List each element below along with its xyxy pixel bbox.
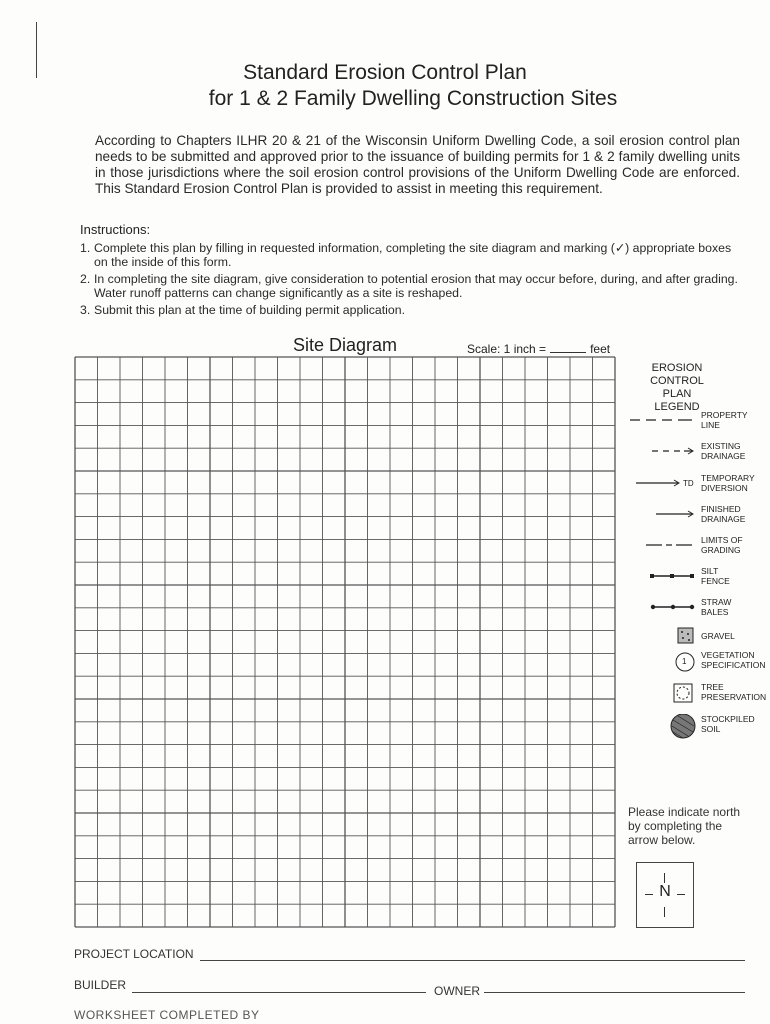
project-location-label: PROJECT LOCATION bbox=[74, 947, 194, 961]
vegetation-icon bbox=[628, 650, 698, 678]
existing-drainage-icon bbox=[628, 441, 698, 469]
legend-item-limits-of-grading bbox=[628, 535, 768, 565]
legend-label: PROPERTY LINE bbox=[701, 410, 748, 430]
worksheet-completed-label: WORKSHEET COMPLETED BY bbox=[74, 1008, 260, 1022]
site-diagram-title: Site Diagram bbox=[293, 335, 398, 355]
legend-label: STOCKPILED SOIL bbox=[701, 714, 755, 734]
intro-paragraph: According to Chapters ILHR 20 & 21 of the Wisconsin Uniform Dwelling Code, a soil erosion control plan needs to be submitted and approved prior to the issuance of building permits for 1 & 2 family dwelling units in those jurisdictions where the soil erosion control provisions of the Uniform Dwelling Code are enforced. This Standard Erosion Control Plan is provided to assist in meeting this requirement. bbox=[95, 133, 740, 196]
legend-label: GRAVEL bbox=[701, 631, 735, 641]
north-arrow-right bbox=[677, 894, 685, 895]
north-arrow-stem-top bbox=[664, 873, 665, 883]
legend-item-finished-drainage bbox=[628, 504, 768, 534]
project-location-field[interactable] bbox=[200, 960, 745, 961]
legend-label: SILT FENCE bbox=[701, 566, 730, 586]
legend-code: TD bbox=[683, 479, 694, 488]
tree-icon bbox=[628, 682, 698, 710]
legend-item-vegetation bbox=[628, 650, 768, 680]
instruction-item: 1. Complete this plan by filling in requested information, completing the site diagram and marking (✓) appropriate boxes on the inside of this form. bbox=[80, 241, 732, 269]
legend-label: TEMPORARY DIVERSION bbox=[701, 473, 755, 493]
instruction-item: 2. In completing the site diagram, give consideration to potential erosion that may occur before, during, and after grading. Water runoff patterns can change significantly as a site is reshaped. bbox=[80, 272, 738, 300]
owner-label: OWNER bbox=[434, 984, 480, 998]
stockpile-icon bbox=[628, 714, 698, 742]
legend-item-property-line bbox=[628, 410, 768, 440]
builder-field[interactable] bbox=[132, 992, 426, 993]
legend-label: VEGETATION SPECIFICATION bbox=[701, 650, 766, 670]
legend-item-stockpile bbox=[628, 714, 768, 744]
legend-label: LIMITS OF GRADING bbox=[701, 535, 743, 555]
legend-title: EROSION CONTROL PLAN LEGEND bbox=[650, 362, 704, 413]
legend-label: EXISTING DRAINAGE bbox=[701, 441, 746, 461]
finished-drainage-icon bbox=[628, 504, 698, 532]
page-title: Standard Erosion Control Plan bbox=[243, 61, 527, 84]
north-instruction: Please indicate north by completing the arrow below. bbox=[628, 805, 741, 847]
legend-label: STRAW BALES bbox=[701, 597, 732, 617]
property-line-icon bbox=[628, 410, 698, 438]
legend-label: FINISHED DRAINAGE bbox=[701, 504, 746, 524]
legend-label: TREE PRESERVATION bbox=[701, 682, 767, 702]
limits-of-grading-icon bbox=[628, 535, 698, 563]
instructions-list bbox=[80, 242, 740, 322]
scale-blank[interactable] bbox=[550, 342, 586, 353]
legend-item-silt-fence bbox=[628, 566, 768, 596]
owner-field[interactable] bbox=[484, 992, 745, 993]
silt-fence-icon bbox=[628, 566, 698, 594]
north-label: N bbox=[659, 883, 671, 900]
legend-item-straw-bales bbox=[628, 597, 768, 627]
straw-bales-icon bbox=[628, 597, 698, 625]
legend-item-tree bbox=[628, 682, 768, 712]
instructions-heading: Instructions: bbox=[80, 222, 151, 237]
legend-code: 1 bbox=[682, 657, 687, 666]
site-diagram-grid[interactable] bbox=[74, 356, 616, 928]
legend-item-existing-drainage bbox=[628, 441, 768, 471]
instruction-item: 3. Submit this plan at the time of building permit application. bbox=[80, 303, 406, 318]
legend-item-temporary-diversion bbox=[628, 473, 768, 503]
north-arrow-stem-bottom bbox=[664, 907, 665, 917]
builder-label: BUILDER bbox=[74, 978, 127, 992]
page-subtitle: for 1 & 2 Family Dwelling Construction Sites bbox=[208, 87, 618, 110]
scale-field[interactable]: Scale: 1 inch = feet bbox=[467, 342, 611, 356]
north-arrow-box[interactable] bbox=[636, 862, 694, 928]
